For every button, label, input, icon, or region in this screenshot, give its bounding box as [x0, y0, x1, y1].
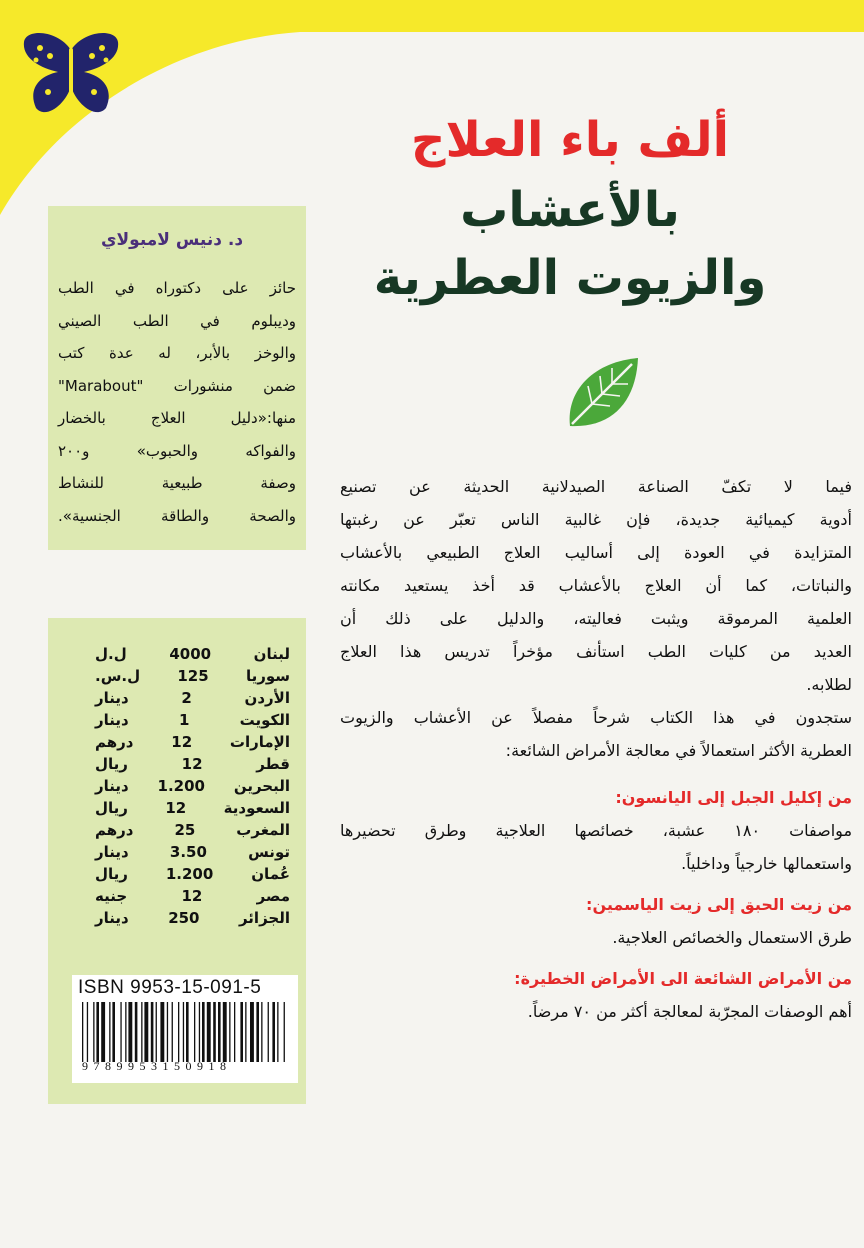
- barcode-bar: [207, 1002, 211, 1062]
- barcode-bar: [151, 1002, 154, 1062]
- text-line: واستعمالها خارجياً وداخلياً.: [681, 854, 852, 873]
- barcode-bar: [141, 1002, 142, 1062]
- section-body: [340, 814, 852, 880]
- price-item: الأردن 2 دينار: [95, 689, 290, 707]
- section-body: طرق الاستعمال والخصائص العلاجية.: [612, 928, 852, 947]
- bio-line: ضمن منشورات "Marabout": [58, 376, 296, 395]
- bio-line: والوخز بالأبر، له عدة كتب: [58, 344, 296, 362]
- barcode-bar: [125, 1002, 126, 1062]
- barcode-bar: [160, 1002, 164, 1062]
- barcode-bar: [172, 1002, 173, 1062]
- barcode-bar: [245, 1002, 246, 1062]
- price-item: عُمان 1.200 ريال: [95, 865, 290, 883]
- barcode-bar: [186, 1002, 189, 1062]
- barcode-bar: [240, 1002, 243, 1062]
- isbn-barcode-block: [72, 975, 298, 1083]
- section-heading: من إكليل الجبل إلى اليانسون:: [615, 788, 852, 807]
- text-line: العديد من كليات الطب استأنف مؤخراً تدريس هذا العلاج: [340, 642, 852, 661]
- barcode-bar: [167, 1002, 168, 1062]
- barcode-bar: [218, 1002, 221, 1062]
- text-line: ستجدون في هذا الكتاب شرحاً مفصلاً عن الأعشاب والزيوت: [340, 708, 852, 727]
- barcode-bar: [272, 1002, 275, 1062]
- intro-paragraph: [340, 470, 852, 701]
- price-item: قطر 12 ريال: [95, 755, 290, 773]
- barcode-bar: [213, 1002, 216, 1062]
- bio-line: والفواكه والحبوب» و٢٠٠: [58, 441, 296, 460]
- text-line: فيما لا تكفّ الصناعة الصيدلانية الحديثة عن تصنيع: [340, 477, 852, 496]
- price-item: السعودية 12 ريال: [95, 799, 291, 817]
- price-item: الإمارات 12 درهم: [95, 733, 290, 751]
- second-paragraph: [340, 701, 852, 767]
- barcode-bar: [120, 1002, 121, 1062]
- section-heading: من الأمراض الشائعة الى الأمراض الخطيرة:: [514, 969, 852, 988]
- bio-line: وصفة طبيعية للنشاط: [58, 474, 296, 492]
- book-title-line3: والزيوت العطرية: [373, 250, 767, 306]
- price-item: مصر 12 جنيه: [95, 887, 290, 905]
- leaf-icon: [562, 352, 642, 432]
- section-body: أهم الوصفات المجرّبة لمعالجة أكثر من ٧٠ مرضاً.: [527, 1002, 852, 1021]
- bio-line: وديبلوم في الطب الصيني: [58, 311, 296, 330]
- bio-line: حائز على دكتوراه في الطب: [58, 279, 296, 297]
- barcode-bar: [135, 1002, 138, 1062]
- price-list: [95, 643, 290, 929]
- text-line: مواصفات ١٨٠ عشبة، خصائصها العلاجية وطرق تحضيرها: [340, 821, 853, 840]
- barcode-bar: [199, 1002, 200, 1062]
- bio-line: منها:«دليل العلاج بالخضار: [58, 409, 296, 427]
- ean-number: 9789953150918: [82, 1059, 232, 1073]
- price-item: سوريا 125 ل.س.: [95, 667, 290, 685]
- barcode-bar: [229, 1002, 230, 1062]
- text-line: العلمية المرموقة ويثبت فعاليته، والدليل على ذلك أن: [340, 609, 852, 628]
- barcode-bar: [202, 1002, 205, 1062]
- barcode-bar: [96, 1002, 99, 1062]
- barcode-bar: [109, 1002, 110, 1062]
- barcode-bar: [128, 1002, 132, 1062]
- barcode-bar: [284, 1002, 285, 1062]
- barcode-bar: [183, 1002, 184, 1062]
- price-item: تونس 3.50 دينار: [95, 843, 290, 861]
- barcode-bar: [261, 1002, 262, 1062]
- text-line: والنباتات، كما أن العلاج بالأعشاب قد أخذ يستعيد مكانته: [340, 576, 852, 595]
- price-item: المغرب 25 درهم: [95, 821, 290, 839]
- barcode-bar: [223, 1002, 227, 1062]
- price-item: الجزائر 250 دينار: [95, 909, 290, 927]
- butterfly-icon: [18, 30, 124, 116]
- barcode-bar: [194, 1002, 195, 1062]
- author-name: د. دنيس لامبولاي: [100, 230, 244, 250]
- book-title-line1: ألف باء العلاج: [410, 112, 730, 168]
- section-heading: من زيت الحبق إلى زيت الياسمين:: [586, 895, 852, 914]
- barcode-bar: [93, 1002, 94, 1062]
- price-item: لبنان 4000 ل.ل: [95, 645, 290, 663]
- text-line: العطرية الأكثر استعمالاً في معالجة الأمراض الشائعة:: [505, 741, 852, 760]
- bio-line: والصحة والطاقة الجنسية».: [58, 506, 296, 525]
- barcode-bar: [277, 1002, 278, 1062]
- barcode-bar: [178, 1002, 179, 1062]
- barcode-bar: [144, 1002, 148, 1062]
- barcode-bar: [112, 1002, 115, 1062]
- text-line: لطلابه.: [806, 675, 852, 694]
- barcode-bar: [250, 1002, 254, 1062]
- isbn-label: ISBN 9953-15-091-5: [78, 977, 262, 998]
- book-title-line2: بالأعشاب: [460, 182, 680, 238]
- barcode-bar: [101, 1002, 105, 1062]
- barcode-bar: [268, 1002, 269, 1062]
- text-line: أدوية كيميائية جديدة، فإن غالبية الناس تعبّر عن رغبتها: [340, 510, 852, 529]
- barcode-bar: [156, 1002, 157, 1062]
- text-line: المتزايدة في العودة إلى أساليب العلاج الطبيعي بالأعشاب: [340, 543, 852, 562]
- author-bio: [58, 272, 296, 532]
- price-item: البحرين 1.200 دينار: [95, 777, 290, 795]
- barcode-bar: [234, 1002, 235, 1062]
- price-item: الكويت 1 دينار: [95, 711, 290, 729]
- barcode-bar: [82, 1002, 83, 1062]
- barcode-bar: [87, 1002, 88, 1062]
- book-description: [340, 470, 852, 1028]
- barcode: [80, 1002, 292, 1062]
- barcode-bar: [256, 1002, 259, 1062]
